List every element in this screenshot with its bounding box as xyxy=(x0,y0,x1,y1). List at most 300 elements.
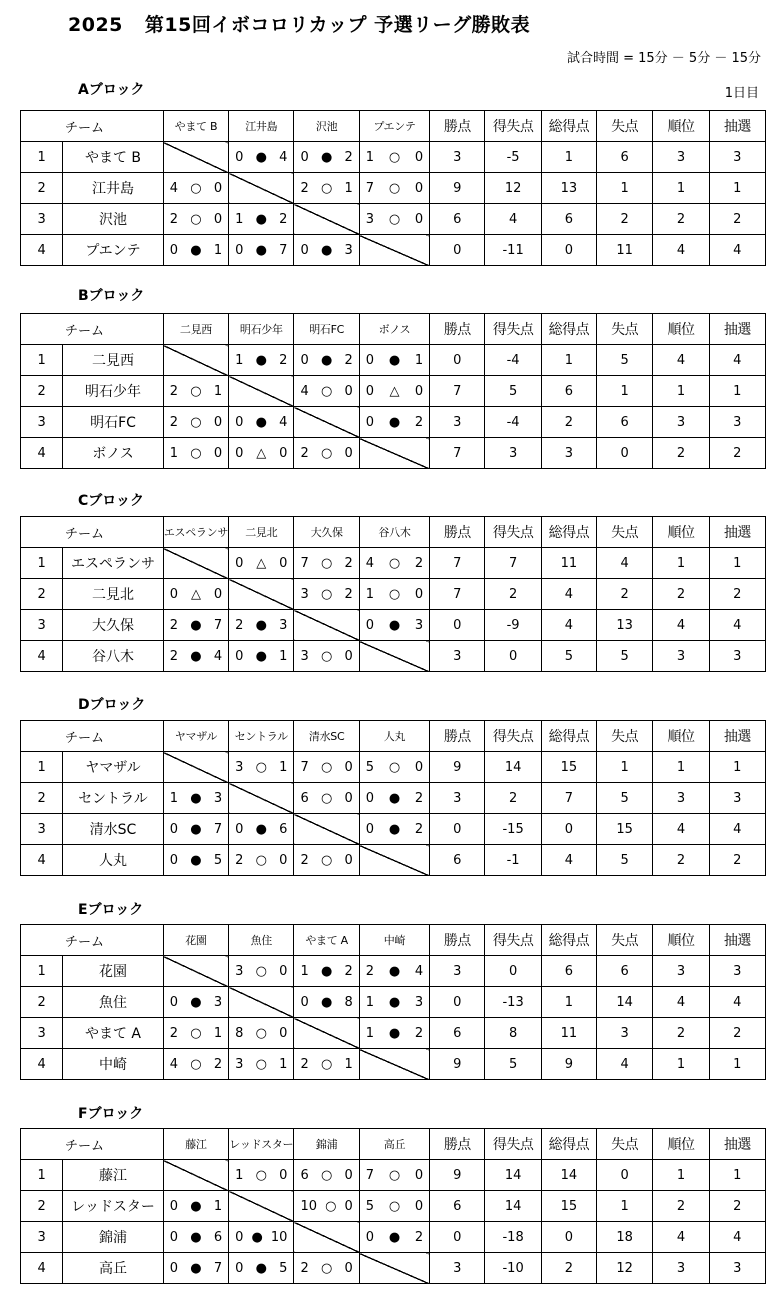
result-win-icon: ○ xyxy=(320,790,333,806)
stat-goals-against: 5 xyxy=(597,845,653,876)
team-name: セントラル xyxy=(63,783,164,814)
table-row xyxy=(21,1222,766,1253)
stat-rank: 3 xyxy=(653,142,709,173)
score-for: 0 xyxy=(169,1260,179,1276)
score xyxy=(294,760,358,775)
stat-lottery: 3 xyxy=(709,1253,765,1284)
stat-goal-difference: -11 xyxy=(485,235,541,266)
stat-goals-for: 15 xyxy=(541,1191,596,1222)
score-for: 1 xyxy=(169,445,179,461)
stat-lottery: 4 xyxy=(709,235,765,266)
stat-header: 総得点 xyxy=(541,925,596,956)
score xyxy=(360,181,429,196)
stat-goals-against: 0 xyxy=(597,438,653,469)
score xyxy=(360,415,429,430)
stat-goals-for: 6 xyxy=(541,376,596,407)
match-result xyxy=(359,752,429,783)
stat-header: 順位 xyxy=(653,111,709,142)
opponent-header: レッドスター xyxy=(229,1129,294,1160)
self-match-cell xyxy=(294,204,359,235)
score-against: 4 xyxy=(213,648,223,664)
score-against: 0 xyxy=(344,790,353,806)
score-against: 2 xyxy=(344,149,353,165)
stat-points: 9 xyxy=(430,752,485,783)
score-against: 2 xyxy=(279,352,288,368)
result-win-icon: ○ xyxy=(255,963,267,979)
score-for: 0 xyxy=(365,617,375,633)
opponent-header: 明石少年 xyxy=(229,314,294,345)
result-loss-icon: ● xyxy=(320,963,333,979)
match-result xyxy=(163,1018,228,1049)
stat-goal-difference: -4 xyxy=(485,407,541,438)
team-name: エスペランサ xyxy=(63,548,164,579)
result-loss-icon: ● xyxy=(388,352,401,368)
match-result xyxy=(294,987,359,1018)
table-row xyxy=(21,142,766,173)
stat-header: 失点 xyxy=(597,111,653,142)
score-for: 0 xyxy=(169,586,179,602)
self-match-cell xyxy=(294,814,359,845)
score-for: 2 xyxy=(300,852,309,868)
opponent-header: プエンテ xyxy=(359,111,429,142)
score-against: 0 xyxy=(344,759,353,775)
score xyxy=(229,1168,293,1183)
score-for: 0 xyxy=(235,555,244,571)
score xyxy=(360,964,429,979)
match-result xyxy=(359,1160,429,1191)
score-for: 7 xyxy=(365,1167,375,1183)
match-result xyxy=(294,1191,359,1222)
row-number: 3 xyxy=(21,610,63,641)
stat-goal-difference: 4 xyxy=(485,204,541,235)
score xyxy=(229,1261,293,1276)
score xyxy=(164,181,228,196)
stat-goal-difference: -1 xyxy=(485,845,541,876)
score-against: 3 xyxy=(414,994,424,1010)
stat-header: 順位 xyxy=(653,925,709,956)
score xyxy=(164,1261,228,1276)
stat-rank: 2 xyxy=(653,1018,709,1049)
score-against: 2 xyxy=(414,821,424,837)
result-win-icon: ○ xyxy=(190,180,202,196)
stat-header: 勝点 xyxy=(430,1129,485,1160)
stat-rank: 2 xyxy=(653,1191,709,1222)
score-for: 2 xyxy=(169,414,179,430)
score xyxy=(164,618,228,633)
stat-points: 0 xyxy=(430,814,485,845)
result-loss-icon: ● xyxy=(388,994,401,1010)
result-win-icon: ○ xyxy=(320,1260,333,1276)
score-for: 4 xyxy=(169,180,179,196)
result-win-icon: ○ xyxy=(320,383,333,399)
score xyxy=(229,415,293,430)
stat-goals-against: 14 xyxy=(597,987,653,1018)
row-number: 1 xyxy=(21,1160,63,1191)
score-against: 7 xyxy=(213,1260,223,1276)
match-result xyxy=(359,814,429,845)
result-win-icon: ○ xyxy=(320,1167,333,1183)
score-for: 0 xyxy=(365,352,375,368)
opponent-header: やまて A xyxy=(294,925,359,956)
stat-rank: 1 xyxy=(653,1049,709,1080)
score xyxy=(229,1026,293,1041)
table-row xyxy=(21,1018,766,1049)
stat-goals-for: 5 xyxy=(541,641,596,672)
title-text: 第15回イボコロリカップ 予選リーグ勝敗表 xyxy=(144,14,531,36)
team-column-header: チーム xyxy=(21,111,164,142)
row-number: 3 xyxy=(21,814,63,845)
table-header-row xyxy=(21,925,766,956)
self-match-cell xyxy=(294,407,359,438)
score xyxy=(360,150,429,165)
opponent-header: ボノス xyxy=(359,314,429,345)
stat-header: 得失点 xyxy=(485,925,541,956)
stat-goals-against: 6 xyxy=(597,407,653,438)
result-win-icon: ○ xyxy=(388,759,401,775)
row-number: 2 xyxy=(21,783,63,814)
row-number: 1 xyxy=(21,752,63,783)
self-match-cell xyxy=(229,987,294,1018)
result-win-icon: ○ xyxy=(388,180,401,196)
self-match-cell xyxy=(359,641,429,672)
stat-lottery: 4 xyxy=(709,1222,765,1253)
result-loss-icon: ● xyxy=(190,994,202,1010)
result-loss-icon: ● xyxy=(388,414,401,430)
score xyxy=(229,212,293,227)
stat-goals-against: 3 xyxy=(597,1018,653,1049)
score-for: 0 xyxy=(300,994,309,1010)
stat-rank: 2 xyxy=(653,204,709,235)
result-win-icon: ○ xyxy=(320,648,333,664)
block-table xyxy=(20,924,766,1080)
score xyxy=(360,1199,429,1214)
row-number: 4 xyxy=(21,438,63,469)
stat-rank: 4 xyxy=(653,235,709,266)
result-loss-icon: ● xyxy=(255,149,267,165)
table-row xyxy=(21,173,766,204)
stat-header: 得失点 xyxy=(485,721,541,752)
stat-rank: 3 xyxy=(653,407,709,438)
score-against: 1 xyxy=(213,383,223,399)
self-match-cell xyxy=(229,173,294,204)
table-row xyxy=(21,438,766,469)
stat-goals-against: 4 xyxy=(597,1049,653,1080)
table-row xyxy=(21,987,766,1018)
match-result xyxy=(359,987,429,1018)
team-name: やまて A xyxy=(63,1018,164,1049)
team-name: レッドスター xyxy=(63,1191,164,1222)
stat-rank: 3 xyxy=(653,783,709,814)
team-name: 錦浦 xyxy=(63,1222,164,1253)
result-win-icon: ○ xyxy=(388,149,401,165)
match-result xyxy=(229,956,294,987)
score-for: 4 xyxy=(365,555,375,571)
score-for: 0 xyxy=(300,352,309,368)
team-name: 沢池 xyxy=(63,204,164,235)
stat-lottery: 2 xyxy=(709,438,765,469)
table-row xyxy=(21,579,766,610)
score-against: 2 xyxy=(414,1229,424,1245)
score-against: 0 xyxy=(213,445,223,461)
match-result xyxy=(163,641,228,672)
stat-goals-against: 13 xyxy=(597,610,653,641)
match-result xyxy=(229,610,294,641)
team-name: 魚住 xyxy=(63,987,164,1018)
score-against: 2 xyxy=(344,586,353,602)
result-win-icon: ○ xyxy=(320,555,333,571)
match-result xyxy=(294,641,359,672)
match-result xyxy=(294,235,359,266)
score-for: 0 xyxy=(300,242,309,258)
score xyxy=(229,150,293,165)
score xyxy=(229,760,293,775)
result-win-icon: ○ xyxy=(255,759,267,775)
result-loss-icon: ● xyxy=(190,790,202,806)
score-for: 3 xyxy=(235,963,244,979)
score xyxy=(229,822,293,837)
score xyxy=(294,446,358,461)
match-result xyxy=(163,376,228,407)
team-name: やまて B xyxy=(63,142,164,173)
opponent-header: 高丘 xyxy=(359,1129,429,1160)
block-table xyxy=(20,313,766,469)
score-for: 2 xyxy=(300,1260,309,1276)
stat-goals-for: 4 xyxy=(541,845,596,876)
score-against: 0 xyxy=(344,383,353,399)
score-for: 5 xyxy=(365,759,375,775)
score-for: 0 xyxy=(235,414,244,430)
match-result xyxy=(294,173,359,204)
match-result xyxy=(163,235,228,266)
self-match-cell xyxy=(229,1191,294,1222)
match-result xyxy=(163,204,228,235)
stat-goals-against: 2 xyxy=(597,579,653,610)
match-result xyxy=(229,845,294,876)
score-against: 1 xyxy=(279,648,288,664)
score xyxy=(294,556,358,571)
stat-rank: 3 xyxy=(653,956,709,987)
result-draw-icon: △ xyxy=(256,555,267,571)
score-against: 2 xyxy=(213,1056,223,1072)
opponent-header: 沢池 xyxy=(294,111,359,142)
stat-header: 総得点 xyxy=(541,517,596,548)
stat-goal-difference: 2 xyxy=(485,783,541,814)
stat-goal-difference: 14 xyxy=(485,752,541,783)
result-win-icon: ○ xyxy=(190,445,202,461)
result-draw-icon: △ xyxy=(389,383,400,399)
stat-goals-against: 1 xyxy=(597,752,653,783)
self-match-cell xyxy=(359,235,429,266)
match-result xyxy=(229,548,294,579)
score-against: 2 xyxy=(414,555,424,571)
match-result xyxy=(359,376,429,407)
score xyxy=(360,1168,429,1183)
stat-header: 失点 xyxy=(597,314,653,345)
table-header-row xyxy=(21,517,766,548)
stat-goal-difference: 5 xyxy=(485,1049,541,1080)
table-row xyxy=(21,548,766,579)
score-against: 0 xyxy=(344,648,353,664)
match-result xyxy=(359,1191,429,1222)
result-win-icon: ○ xyxy=(190,1056,202,1072)
stat-lottery: 1 xyxy=(709,548,765,579)
score xyxy=(294,964,358,979)
result-loss-icon: ● xyxy=(190,1229,202,1245)
score-for: 2 xyxy=(300,445,309,461)
result-win-icon: ○ xyxy=(388,1167,401,1183)
result-loss-icon: ● xyxy=(320,242,333,258)
score xyxy=(360,760,429,775)
result-loss-icon: ● xyxy=(255,617,267,633)
match-result xyxy=(359,579,429,610)
row-number: 1 xyxy=(21,142,63,173)
stat-goals-against: 5 xyxy=(597,641,653,672)
stat-lottery: 4 xyxy=(709,814,765,845)
stat-goals-for: 6 xyxy=(541,956,596,987)
score-for: 0 xyxy=(169,242,179,258)
stat-header: 総得点 xyxy=(541,314,596,345)
stat-points: 9 xyxy=(430,173,485,204)
stat-goals-against: 5 xyxy=(597,783,653,814)
match-result xyxy=(229,235,294,266)
score-for: 6 xyxy=(300,1167,309,1183)
result-loss-icon: ● xyxy=(255,352,267,368)
match-result xyxy=(359,173,429,204)
team-column-header: チーム xyxy=(21,517,164,548)
score xyxy=(229,618,293,633)
stat-lottery: 4 xyxy=(709,610,765,641)
score-against: 3 xyxy=(213,790,223,806)
opponent-header: 大久保 xyxy=(294,517,359,548)
score-against: 1 xyxy=(344,1056,353,1072)
stat-rank: 2 xyxy=(653,579,709,610)
score xyxy=(360,822,429,837)
stat-header: 勝点 xyxy=(430,111,485,142)
score-against: 2 xyxy=(414,1025,424,1041)
match-result xyxy=(229,407,294,438)
score-for: 0 xyxy=(235,445,244,461)
score-against: 8 xyxy=(344,994,353,1010)
stat-header: 抽選 xyxy=(709,721,765,752)
stat-rank: 3 xyxy=(653,641,709,672)
score xyxy=(294,1261,358,1276)
score xyxy=(164,649,228,664)
score-for: 2 xyxy=(365,963,375,979)
score xyxy=(360,1230,429,1245)
result-win-icon: ○ xyxy=(320,180,333,196)
match-result xyxy=(229,752,294,783)
opponent-header: やまて B xyxy=(163,111,228,142)
score xyxy=(294,587,358,602)
stat-points: 7 xyxy=(430,579,485,610)
score-for: 0 xyxy=(365,383,375,399)
opponent-header: 花園 xyxy=(163,925,228,956)
stat-points: 3 xyxy=(430,641,485,672)
team-name: プエンテ xyxy=(63,235,164,266)
stat-goals-against: 15 xyxy=(597,814,653,845)
opponent-header: 魚住 xyxy=(229,925,294,956)
table-row xyxy=(21,345,766,376)
stat-rank: 4 xyxy=(653,987,709,1018)
result-loss-icon: ● xyxy=(190,821,202,837)
match-result xyxy=(294,376,359,407)
result-loss-icon: ● xyxy=(320,352,333,368)
stat-lottery: 3 xyxy=(709,956,765,987)
score-against: 0 xyxy=(414,1198,424,1214)
match-result xyxy=(294,1049,359,1080)
score xyxy=(360,1026,429,1041)
stat-rank: 1 xyxy=(653,173,709,204)
score xyxy=(164,822,228,837)
score-against: 2 xyxy=(279,211,288,227)
team-name: 谷八木 xyxy=(63,641,164,672)
stat-goals-against: 5 xyxy=(597,345,653,376)
score-for: 0 xyxy=(169,821,179,837)
opponent-header: 人丸 xyxy=(359,721,429,752)
stat-header: 抽選 xyxy=(709,517,765,548)
score xyxy=(164,1199,228,1214)
score-against: 1 xyxy=(279,1056,288,1072)
stat-header: 失点 xyxy=(597,517,653,548)
stat-header: 失点 xyxy=(597,1129,653,1160)
opponent-header: 二見北 xyxy=(229,517,294,548)
score xyxy=(294,181,358,196)
result-win-icon: ○ xyxy=(255,852,267,868)
team-name: 明石少年 xyxy=(63,376,164,407)
table-row xyxy=(21,204,766,235)
stat-header: 失点 xyxy=(597,925,653,956)
stat-lottery: 3 xyxy=(709,142,765,173)
score-against: 2 xyxy=(414,790,424,806)
table-row xyxy=(21,235,766,266)
opponent-header: ヤマザル xyxy=(163,721,228,752)
table-row xyxy=(21,814,766,845)
score-against: 0 xyxy=(279,445,288,461)
score xyxy=(229,964,293,979)
score xyxy=(164,1230,228,1245)
row-number: 1 xyxy=(21,956,63,987)
stat-header: 抽選 xyxy=(709,314,765,345)
result-loss-icon: ● xyxy=(255,648,267,664)
opponent-header: 清水SC xyxy=(294,721,359,752)
score-for: 5 xyxy=(365,1198,375,1214)
table-row xyxy=(21,1049,766,1080)
score-for: 2 xyxy=(169,383,179,399)
match-result xyxy=(359,204,429,235)
score-against: 4 xyxy=(414,963,424,979)
result-loss-icon: ● xyxy=(320,994,333,1010)
stat-points: 0 xyxy=(430,345,485,376)
stat-goals-for: 2 xyxy=(541,407,596,438)
row-number: 3 xyxy=(21,1222,63,1253)
row-number: 2 xyxy=(21,987,63,1018)
result-loss-icon: ● xyxy=(388,1025,401,1041)
match-result xyxy=(229,438,294,469)
score xyxy=(229,853,293,868)
match-result xyxy=(294,548,359,579)
match-result xyxy=(229,1049,294,1080)
stat-goals-against: 11 xyxy=(597,235,653,266)
stat-points: 7 xyxy=(430,376,485,407)
table-header-row xyxy=(21,314,766,345)
stat-goals-for: 14 xyxy=(541,1160,596,1191)
match-result xyxy=(229,1253,294,1284)
match-result xyxy=(163,1191,228,1222)
match-result xyxy=(294,956,359,987)
stat-goals-for: 3 xyxy=(541,438,596,469)
score xyxy=(164,587,228,602)
match-result xyxy=(294,579,359,610)
